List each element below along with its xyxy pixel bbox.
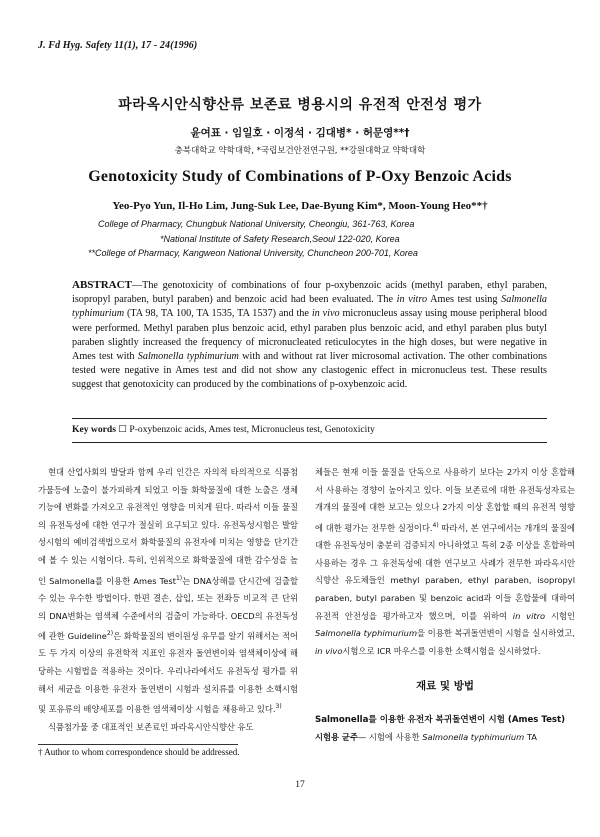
body-text: 은 화학물질의 변이원성 유무를 알기 위해서는 적어도 두 가지 이상의 유전학적 지표인 유전자 돌연변이와 염색체이상에 해당하는 시험법을 적용하는 것이다. 우리나라에서도 유전독성 평가를 위해서 세균을 이용한 유전자 돌연변이 시험과 설치류를 이용한 소핵시험 및 포유류의 배양세포를 이용한 염색체이상 시험을 채용하고 있다. [38,630,298,715]
abstract-dash: — [131,280,143,291]
body-text: 체들은 현재 이들 물질을 단독으로 사용하기 보다는 2가지 이상 혼합해서 사용하는 경향이 높아지고 있다. 이들 보존료에 대한 유전독성자료는 개개의 물질에 대한 보고는 있으나 2가지 이상 혼합할 때의 유전적 영향에 대한 평가는 전무한 실정이다. [315,467,575,533]
abstract-text: micronucleus assay using mouse peripheral blood were performed. Methyl paraben plus benzoic acid, ethyl paraben plus benzoic acid, and ethyl paraben plus butyl paraben slightly increased the frequency of micronucleated reticulocytes in the high doses, but were negative in Ames test with [72,308,547,363]
journal-reference: J. Fd Hyg. Safety 11(1), 17 - 24(1996) [38,40,198,51]
abstract-term: Salmonella typhimurium [72,294,547,320]
body-term: Salmonella typhimurium [422,732,525,743]
english-affiliation-1: College of Pharmacy, Chungbuk National University, Cheongiu, 361-763, Korea [98,219,415,229]
abstract-term: Salmonella typhimurium [137,351,239,363]
body-left-column [38,464,298,736]
abstract [72,278,547,393]
keywords-box-icon: ☐ [118,424,127,435]
body-text: 따라서, 본 연구에서는 개개의 물질에 대한 유전독성이 충분히 검증되지 아니하였고 특히 2종 이상을 혼합하여 사용하는 경우 그 유전독성에 대한 연구보고 사례가 전무한 파라옥시안식향산 유도체들인 methyl paraben, ethyl paraben, isopropyl paraben, butyl paraben 및 benzoic acid과 이들 혼합물에 대하여 유전적 안전성을 평가하고자 했으며, 이를 위하여 [315,522,575,621]
korean-affiliations: 충북대학교 약학대학, *국립보건안전연구원, **강원대학교 약학대학 [174,146,426,156]
korean-title: 파라옥시안식향산류 보존료 병용시의 유전적 안전성 평가 [118,97,482,113]
body-text: 현대 산업사회의 발달과 함께 우리 인간은 자의적 타의적으로 식품첨가물등에 노출이 불가피하게 되었고 이들 화학물질에 대한 노출은 생체기능에 변화를 가져오고 유전적인 영향을 미치게 된다. 따라서 이들 물질의 유전독성에 대한 연구가 절실히 요구되고 있다. 유전독성시험은 발암성시험의 예비검색법으로서 화학물질의 유전자에 미치는 영향을 단기간에 볼 수 있는 시험이다. 특히, 인위적으로 화학물질에 대한 감수성을 높인 Salmonella를 이용한 Ames Test [38,467,298,586]
citation: 4) [432,521,439,529]
body-text: TA [524,732,537,743]
intro-paragraph-1 [38,464,298,719]
body-term: Salmonella typhimurium [315,628,418,639]
keywords-top-rule [72,418,547,419]
english-affiliation-3: **College of Pharmacy, Kangweon National University, Chuncheon 200-701, Korea [88,248,418,258]
abstract-text: (TA 98, TA 100, TA 1535, TA 1537) and the [124,308,312,320]
citation: 1) [175,574,183,582]
body-text: 을 이용한 복귀돌연변이 시험을 실시하였고, [417,628,575,639]
abstract-label: ABSTRACT [72,279,132,291]
strain-label: 시험용 균주 [315,732,358,743]
keywords [72,424,547,435]
body-right-column [315,464,575,747]
body-text: 시험으로 ICR 마우스를 이용한 소핵시험을 실시하였다. [342,645,541,656]
body-term: in vivo [315,645,343,656]
english-affiliation-2: *National Institute of Safety Research,Seoul 122-020, Korea [160,234,400,244]
keywords-text: P-oxybenzoic acids, Ames test, Micronucleus test, Genotoxicity [129,424,375,435]
abstract-text: Ames test using [427,294,502,306]
body-term: in vitro [512,610,546,621]
citation: 2) [106,630,114,638]
english-authors: Yeo-Pyo Yun, Il-Ho Lim, Jung-Suk Lee, Dae-Byung Kim*, Moon-Young Heo**† [112,200,488,212]
footnote: † Author to whom correspondence should be addressed. [38,747,240,757]
abstract-text: The genotoxicity of combinations of four p-oxybenzoic acids (methyl paraben, ethyl paraben, isopropyl paraben, butyl paraben) and benzoic acid had been evaluated. The [72,280,547,306]
english-title: Genotoxicity Study of Combinations of P-Oxy Benzoic Acids [88,168,512,185]
abstract-term: in vivo [311,308,340,320]
korean-authors: 윤여표 · 임일호 · 이정석 · 김대병* · 허문영**† [190,127,410,139]
page-number: 17 [295,780,305,790]
footnote-rule [38,744,238,745]
intro-paragraph-continued [315,464,575,660]
body-text: 는 DNA상해를 단시간에 검출할 수 있는 우수한 방법이다. 한편 결손, 삽입, 또는 전좌등 비교적 큰 단위의 DNA변화는 염색체 수준에서의 검출이 가능하다. OECD의 유전독성에 관한 Guideline [38,575,298,641]
abstract-term: in vitro [396,294,428,306]
abstract-text: with and without rat liver microsomal activation. The other combinations tested were negative in Ames test and did not show any clastogenic effect in micronucleus test. These results suggest that genotoxicity can produced by the combinations of p-oxybenzoic acid. [72,351,548,391]
keywords-bottom-rule [72,442,547,443]
intro-paragraph-2: 식품첨가물 중 대표적인 보존료인 파라옥시안식향산 유도 [48,721,254,732]
strain-paragraph [315,729,575,747]
body-text: 시험인 [545,610,575,621]
citation: 3) [275,703,282,711]
keywords-label: Key words [72,424,116,435]
subsection-heading-ames: Salmonella를 이용한 유전자 복귀돌연변이 시험 (Ames Test) [315,714,566,725]
section-heading-methods: 재료 및 방법 [415,680,475,693]
body-text: — 시험에 사용한 [357,732,423,743]
